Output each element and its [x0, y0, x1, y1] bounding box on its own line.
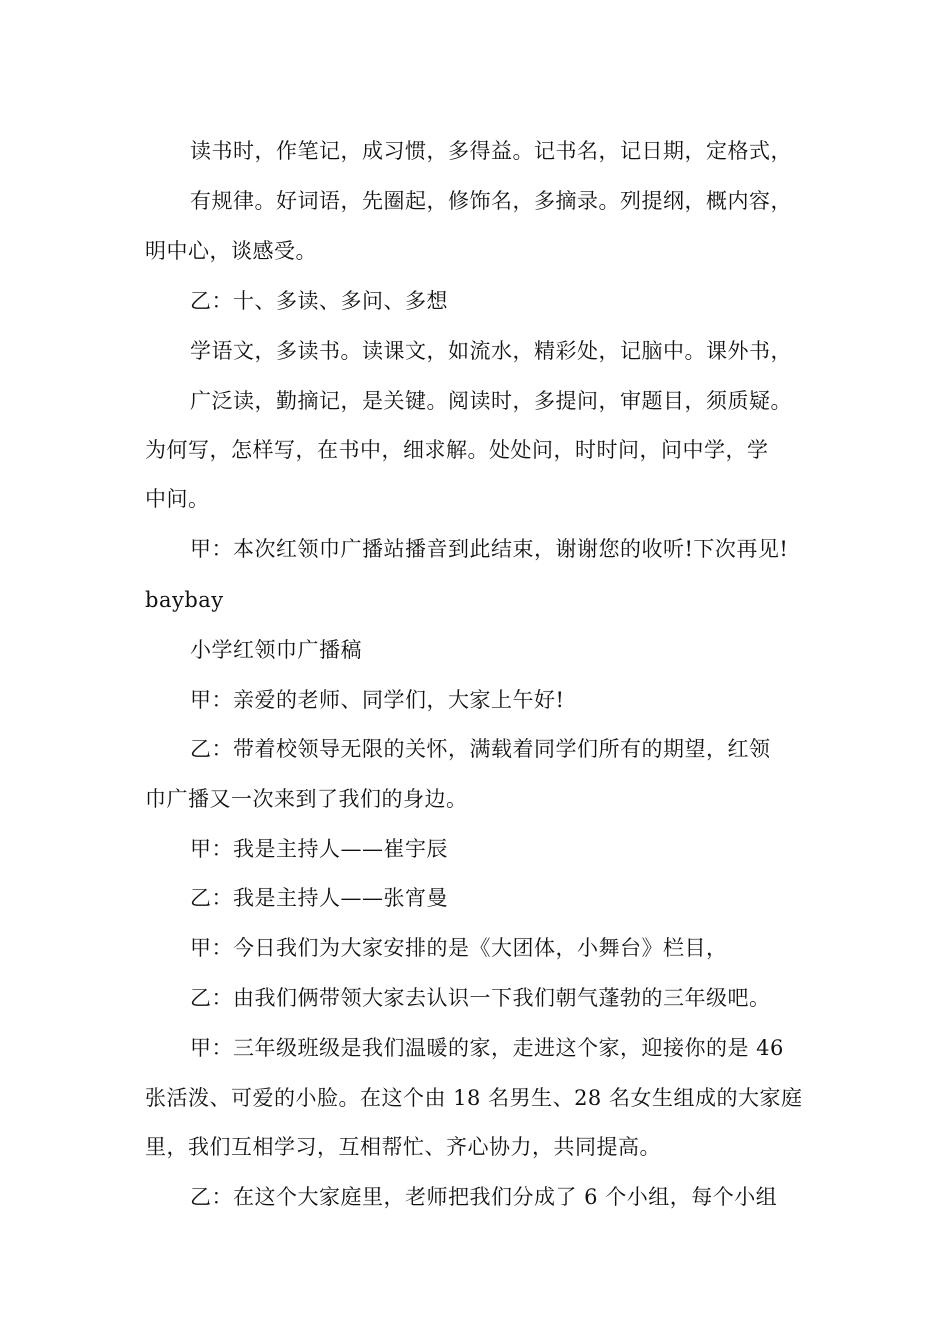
- text-line: 乙：由我们俩带领大家去认识一下我们朝气蓬勃的三年级吧。: [190, 986, 771, 1010]
- text-line: 中问。: [145, 487, 210, 511]
- text-line: 乙：带着校领导无限的关怀，满载着同学们所有的期望，红领: [190, 737, 771, 761]
- text-line: 甲：我是主持人——崔宇辰: [190, 837, 448, 861]
- text-line: 为何写，怎样写，在书中，细求解。处处问，时时问，问中学，学: [145, 438, 769, 462]
- text-line: 广泛读，勤摘记，是关键。阅读时，多提问，审题目，须质疑。: [190, 389, 792, 413]
- text-line: 里，我们互相学习，互相帮忙、齐心协力，共同提高。: [145, 1135, 661, 1159]
- text-line: 乙：十、多读、多问、多想: [190, 289, 448, 313]
- text-line: 甲：本次红领巾广播站播音到此结束，谢谢您的收听!下次再见!: [190, 537, 789, 561]
- text-line: 有规律。好词语，先圈起，修饰名，多摘录。列提纲，概内容，: [190, 189, 792, 213]
- heading: 小学红领巾广播稿: [190, 638, 362, 662]
- text-line: 读书时，作笔记，成习惯，多得益。记书名，记日期，定格式，: [190, 139, 792, 163]
- text-line: 张活泼、可爱的小脸。在这个由 18 名男生、28 名女生组成的大家庭: [145, 1086, 803, 1110]
- text-line: 巾广播又一次来到了我们的身边。: [145, 787, 468, 811]
- text-line: 乙：在这个大家庭里，老师把我们分成了 6 个小组，每个小组: [190, 1185, 778, 1209]
- text-line: baybay: [145, 588, 224, 612]
- text-line: 学语文，多读书。读课文，如流水，精彩处，记脑中。课外书，: [190, 339, 792, 363]
- text-line: 甲：今日我们为大家安排的是《大团体，小舞台》栏目，: [190, 936, 728, 960]
- text-line: 乙：我是主持人——张宵曼: [190, 886, 448, 910]
- text-line: 甲：亲爱的老师、同学们，大家上午好!: [190, 688, 565, 712]
- text-line: 甲：三年级班级是我们温暖的家，走进这个家，迎接你的是 46: [190, 1036, 784, 1060]
- text-line: 明中心，谈感受。: [145, 239, 317, 263]
